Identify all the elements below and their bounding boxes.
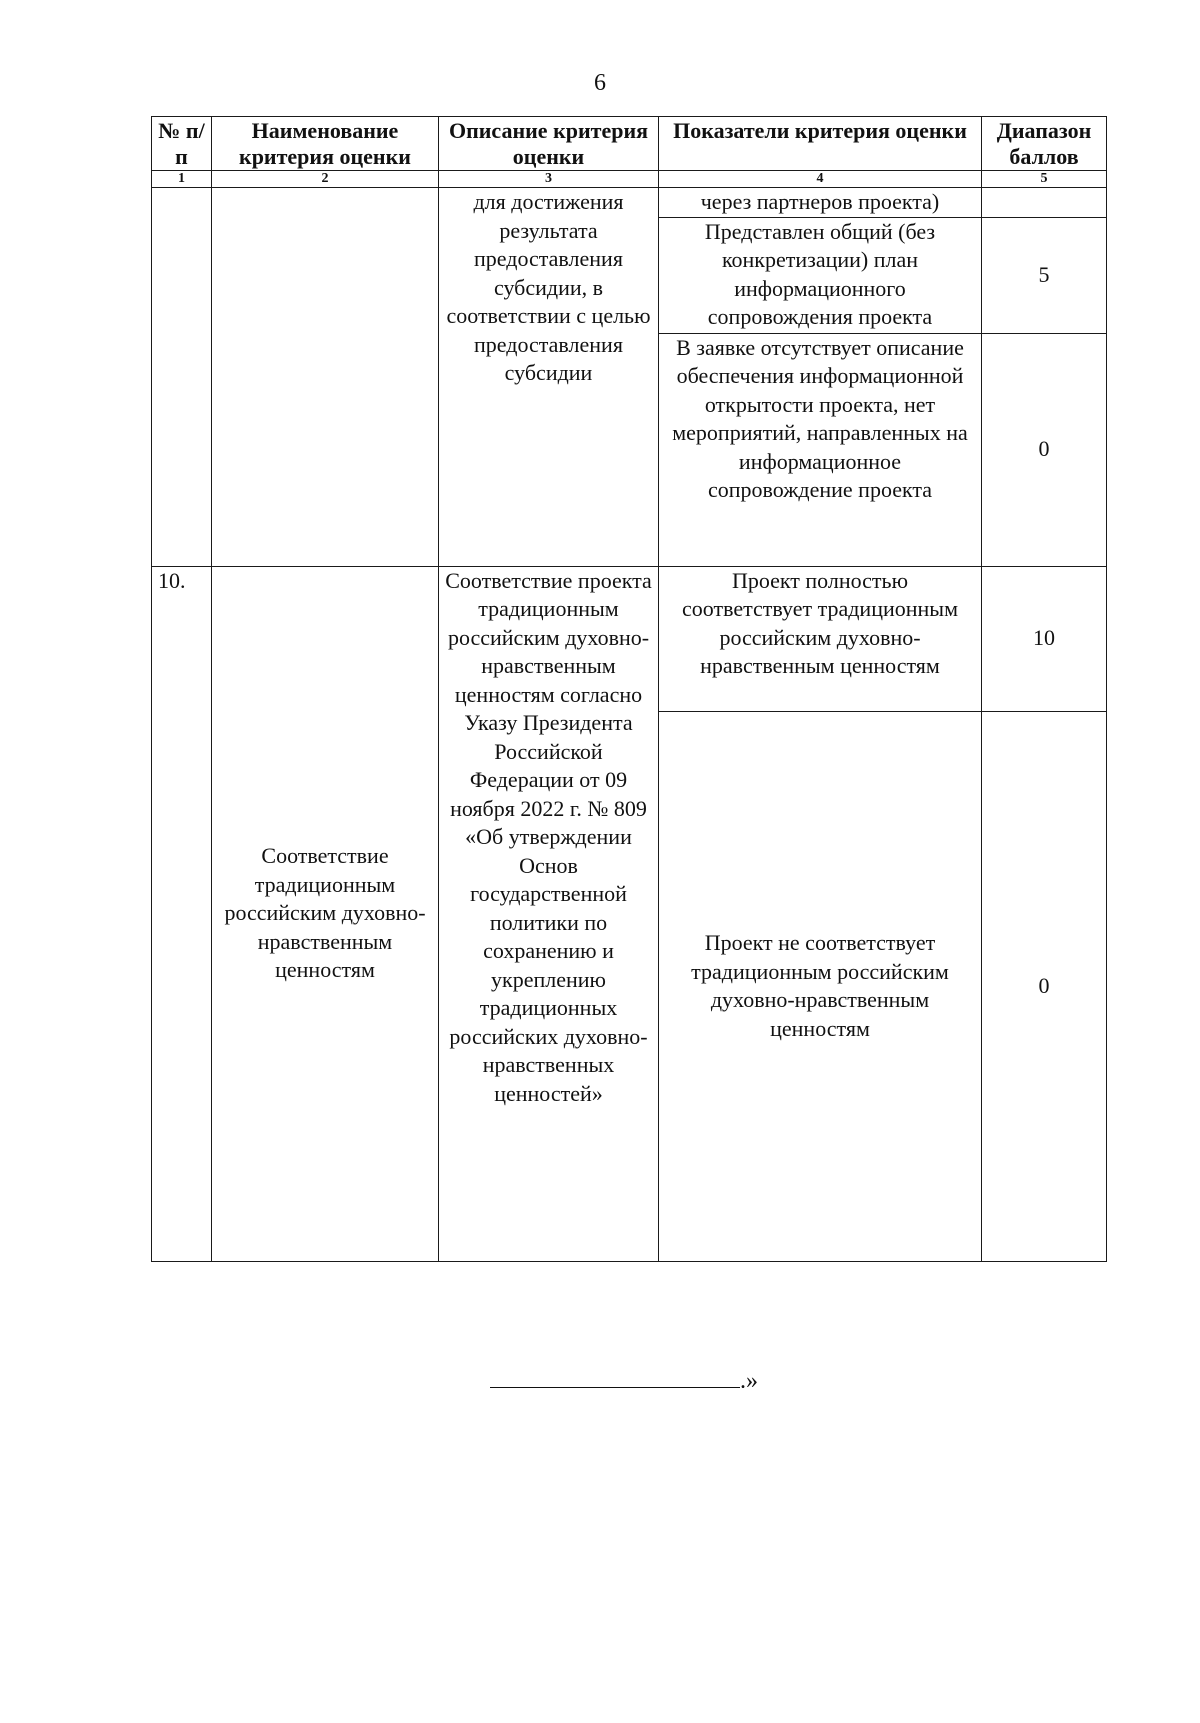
closing-mark: [490, 1368, 758, 1395]
cont-description: для достижения результата предоставления субсидии, в соответствии с целью предоставления субсидии: [439, 188, 659, 567]
criteria-table: [151, 116, 1107, 1262]
column-number: 3: [439, 171, 659, 188]
cont-indicator: В заявке отсутствует описание обеспечения информационной открытости проекта, нет мероприятий, направленных на информационное сопровождение проекта: [659, 333, 982, 566]
cont-name-cell: [212, 188, 439, 567]
closing-quote: .»: [740, 1368, 758, 1394]
cont-num-cell: [152, 188, 212, 567]
page-number: 6: [594, 70, 606, 96]
criterion-score: 10: [982, 566, 1107, 711]
cont-score-empty: [982, 188, 1107, 218]
criterion-indicator: Проект не соответствует традиционным российским духовно-нравственным ценностям: [659, 711, 982, 1261]
row-number: 10.: [152, 566, 212, 1261]
criterion-description: Соответствие проекта традиционным российским духовно-нравственным ценностям согласно Указу Президента Российской Федерации от 09 ноября 2022 г. № 809 «Об утверждении Основ государственной политики по сохранению и укреплению традиционных российских духовно-нравственных ценностей»: [439, 566, 659, 1261]
column-number: 2: [212, 171, 439, 188]
criterion-indicator: Проект полностью соответствует традиционным российским духовно-нравственным ценностям: [659, 566, 982, 711]
cont-indicator: Представлен общий (без конкретизации) план информационного сопровождения проекта: [659, 217, 982, 333]
column-number: 1: [152, 171, 212, 188]
table-row: [152, 566, 1107, 711]
column-number: 4: [659, 171, 982, 188]
column-number: 5: [982, 171, 1107, 188]
criterion-score: 0: [982, 711, 1107, 1261]
header-row: [152, 117, 1107, 171]
column-number-row: [152, 171, 1107, 188]
table-row: [152, 188, 1107, 218]
header-indicators: Показатели критерия оценки: [659, 117, 982, 171]
cont-indicator: через партнеров проекта): [659, 188, 982, 218]
header-name: Наименование критерия оценки: [212, 117, 439, 171]
header-num: № п/п: [152, 117, 212, 171]
cont-score: 0: [982, 333, 1107, 566]
criterion-name: Соответствие традиционным российским духовно-нравственным ценностям: [212, 566, 439, 1261]
cont-score: 5: [982, 217, 1107, 333]
closing-underline: [490, 1387, 740, 1388]
header-range: Диапазон баллов: [982, 117, 1107, 171]
header-description: Описание критерия оценки: [439, 117, 659, 171]
